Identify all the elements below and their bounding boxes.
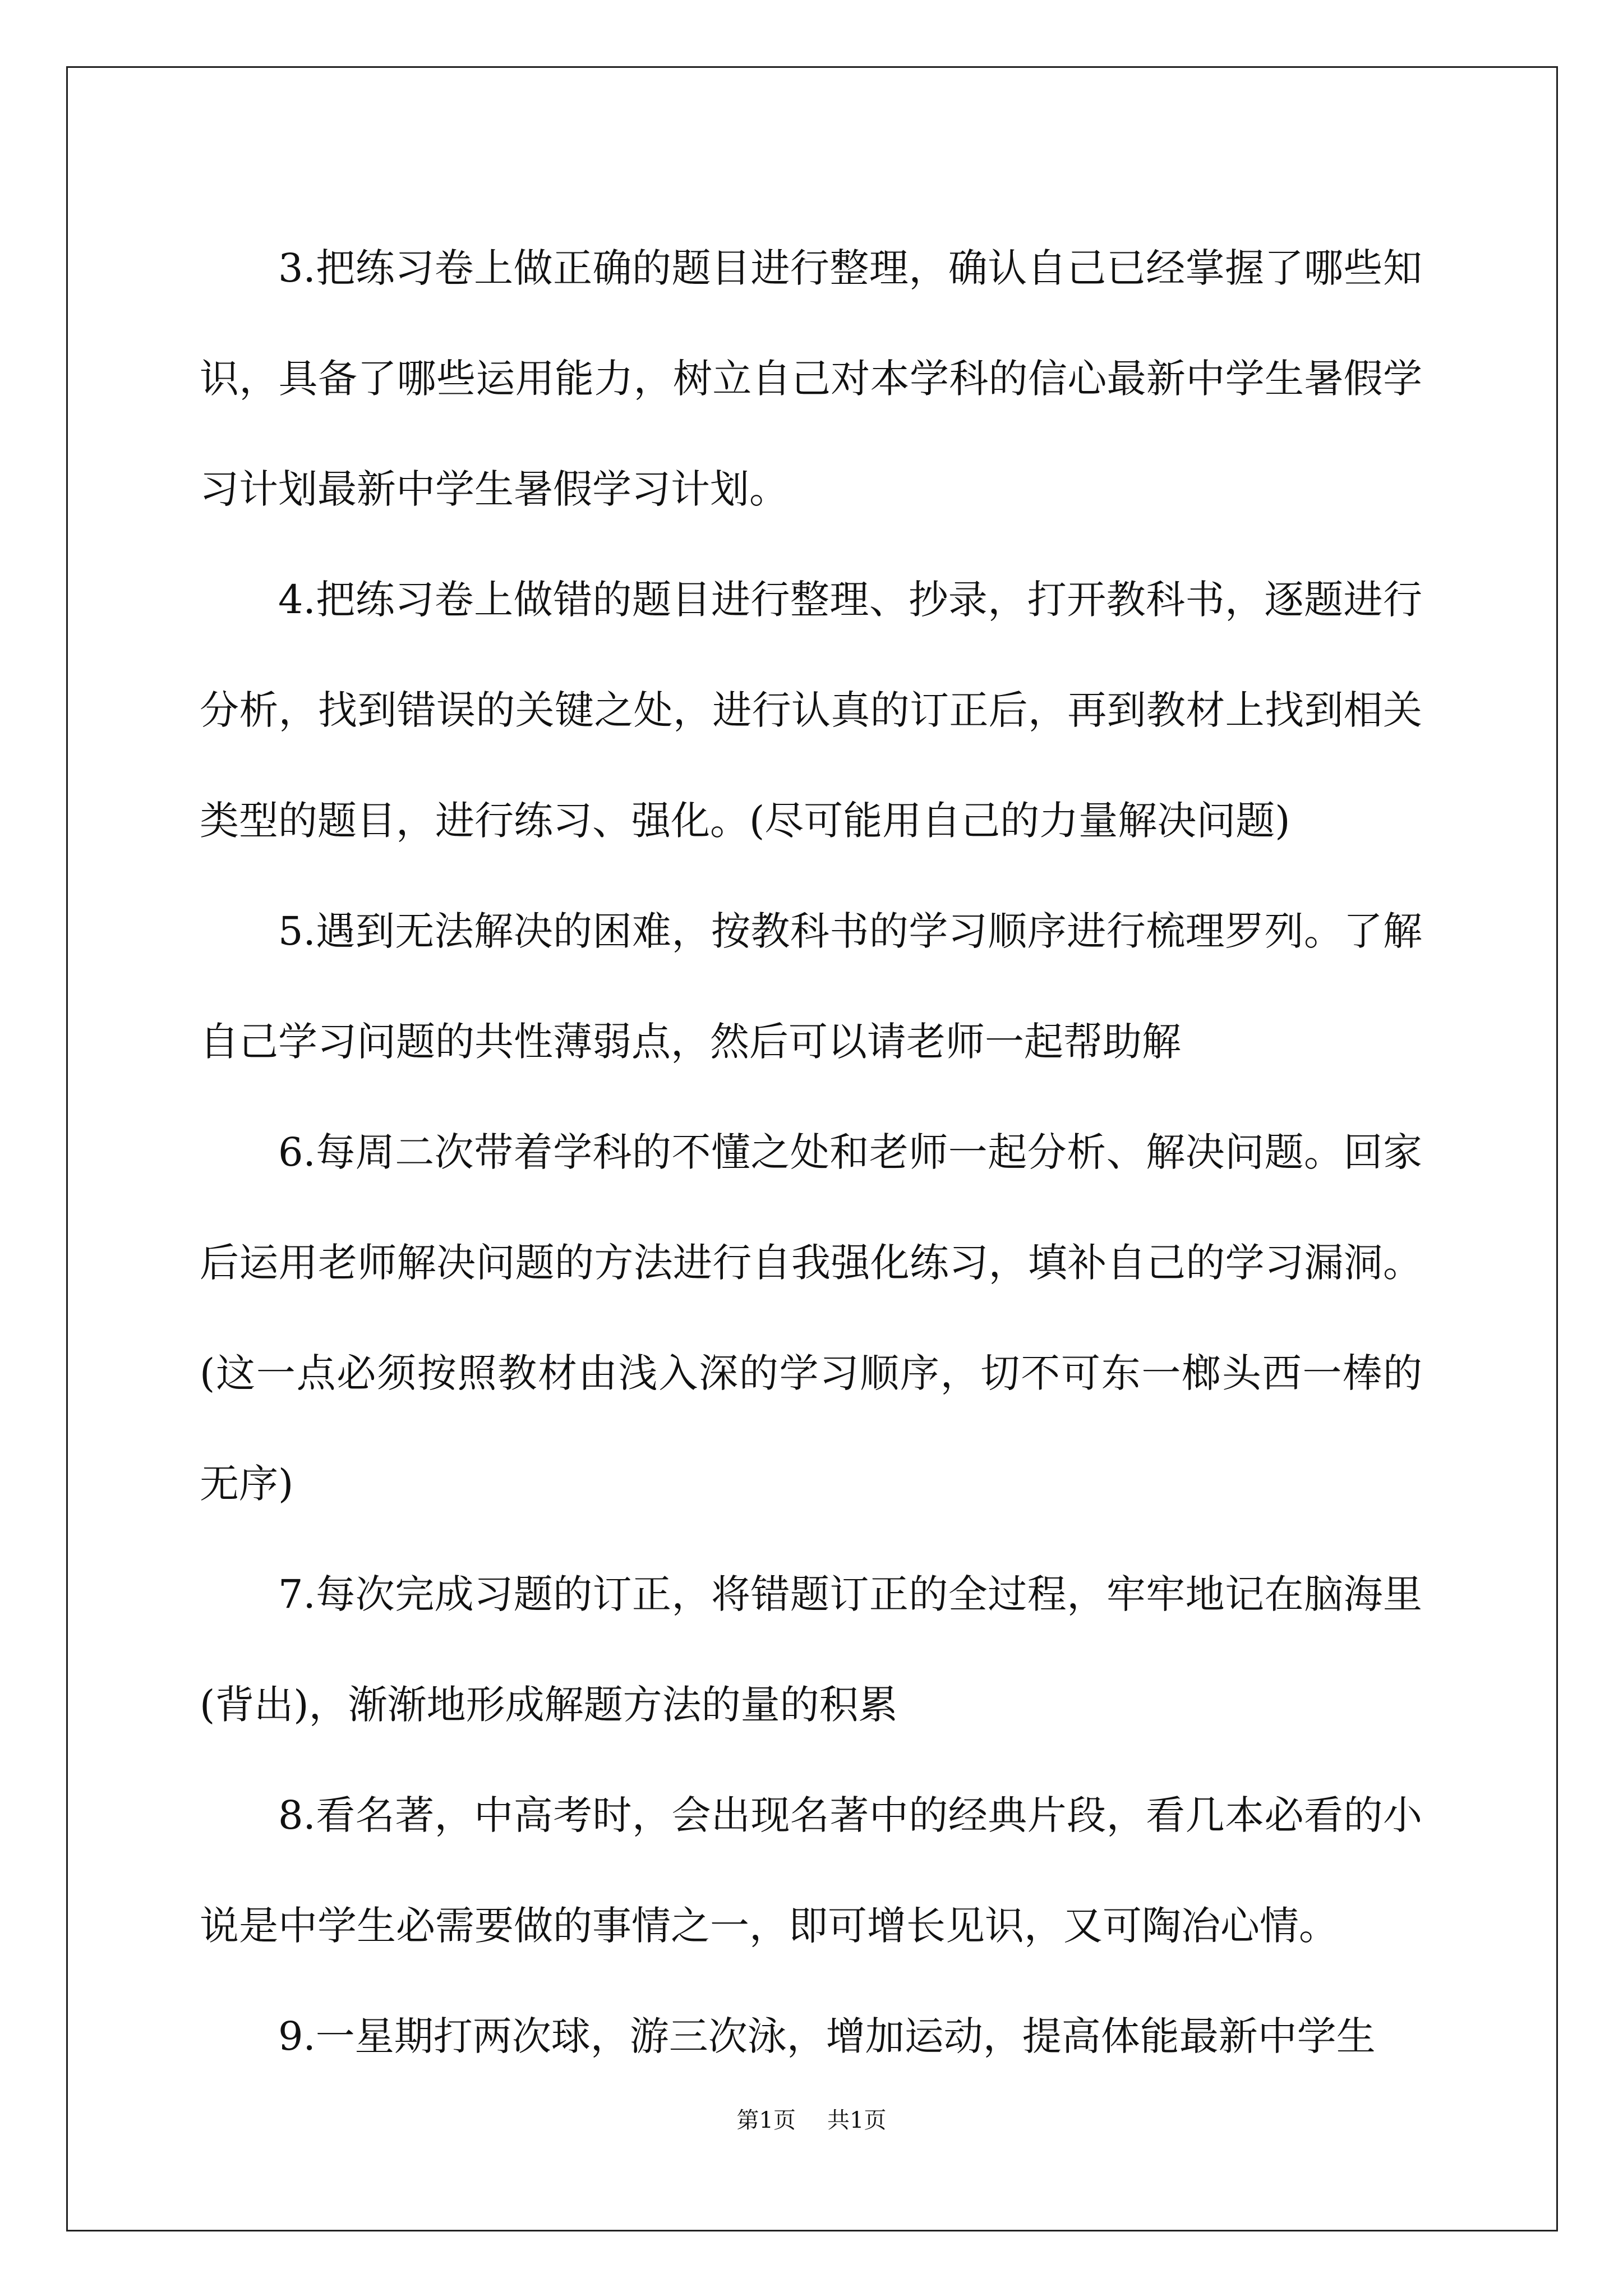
paragraph-4: 4.把练习卷上做错的题目进行整理、抄录，打开教科书，逐题进行分析，找到错误的关键之处，进行认真的订正后，再到教材上找到相关类型的题目，进行练习、强化。(尽可能用自己的力量解决问题): [200, 577, 1422, 844]
paragraph-7: 7.每次完成习题的订正，将错题订正的全过程，牢牢地记在脑海里(背出)，渐渐地形成解题方法的量的积累: [200, 1571, 1422, 1728]
paragraph-3: 3.把练习卷上做正确的题目进行整理，确认自己已经掌握了哪些知识，具备了哪些运用能力，树立自己对本学科的信心最新中学生暑假学习计划最新中学生暑假学习计划。: [200, 245, 1422, 512]
page-footer: [0, 2102, 1623, 2134]
paragraph-8: 8.看名著，中高考时，会出现名著中的经典片段，看几本必看的小说是中学生必需要做的事情之一，即可增长见识，又可陶冶心情。: [200, 1792, 1422, 1949]
page-number: 第1页: [736, 2108, 796, 2133]
page-total: 共1页: [827, 2108, 887, 2133]
paragraph-9: 9.一星期打两次球，游三次泳，增加运动，提高体能最新中学生: [278, 2013, 1376, 2059]
paragraph-6: 6.每周二次带着学科的不懂之处和老师一起分析、解决问题。回家后运用老师解决问题的方法进行自我强化练习，填补自己的学习漏洞。(这一点必须按照教材由浅入深的学习顺序，切不可东一榔头西一棒的无序): [200, 1129, 1422, 1507]
document-body: [200, 213, 1422, 2059]
paragraph-5: 5.遇到无法解决的困难，按教科书的学习顺序进行梳理罗列。了解自己学习问题的共性薄弱点，然后可以请老师一起帮助解: [200, 908, 1422, 1065]
